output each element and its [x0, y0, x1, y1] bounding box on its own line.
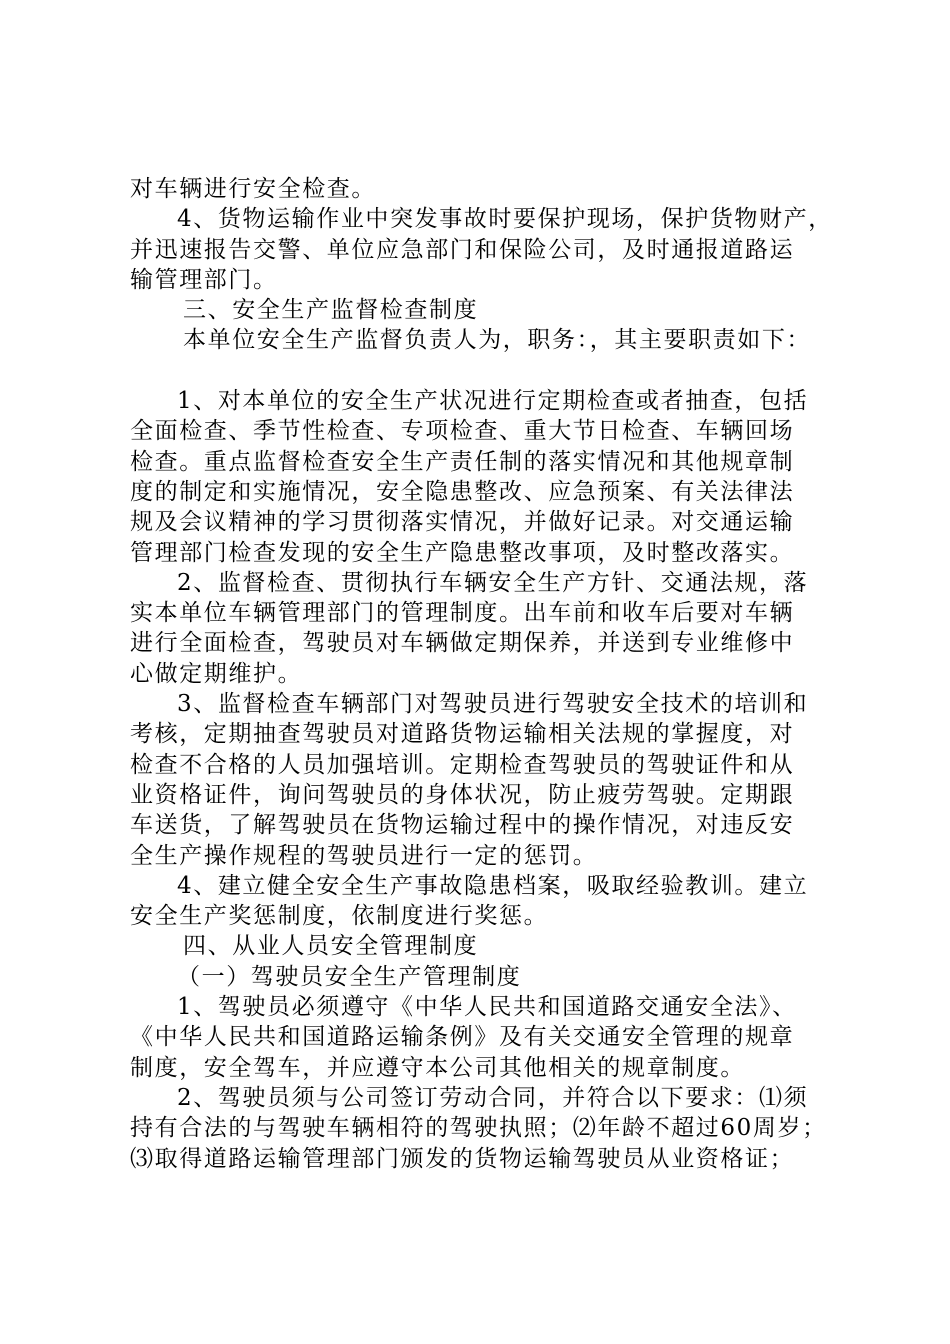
paragraph-line: 2、监督检查、贯彻执行车辆安全生产方针、交通法规，落: [177, 569, 809, 596]
paragraph-line: 业资格证件，询问驾驶员的身体状况，防止疲劳驾驶。定期跟: [130, 781, 795, 808]
paragraph-line: 持有合法的与驾驶车辆相符的驾驶执照；⑵年龄不超过60周岁；: [130, 1115, 827, 1142]
paragraph-line: （一）驾驶员安全生产管理制度: [177, 963, 522, 990]
paragraph-line: 考核，定期抽查驾驶员对道路货物运输相关法规的掌握度，对: [130, 721, 795, 748]
section-heading: 本单位安全生产监督负责人为，职务：，其主要职责如下：: [183, 327, 812, 354]
paragraph-line: 度的制定和实施情况，安全隐患整改、应急预案、有关法律法: [130, 478, 795, 505]
paragraph-line: 1、对本单位的安全生产状况进行定期检查或者抽查，包括: [177, 388, 809, 415]
paragraph-line: 2、驾驶员须与公司签订劳动合同，并符合以下要求：⑴须: [177, 1084, 809, 1111]
paragraph-line: 规及会议精神的学习贯彻落实情况，并做好记录。对交通运输: [130, 509, 795, 536]
document-body: [130, 174, 835, 1174]
paragraph-line: 制度，安全驾车，并应遵守本公司其他相关的规章制度。: [130, 1054, 745, 1081]
paragraph-line: 管理部门检查发现的安全生产隐患整改事项，及时整改落实。: [130, 539, 795, 566]
paragraph-line: 《中华人民共和国道路运输条例》及有关交通安全管理的规章: [130, 1024, 795, 1051]
paragraph-line: 全面检查、季节性检查、专项检查、重大节日检查、车辆回场: [130, 418, 795, 445]
paragraph-line: 1、驾驶员必须遵守《中华人民共和国道路交通安全法》、: [177, 994, 797, 1021]
paragraph-line: 输管理部门。: [130, 266, 278, 293]
paragraph-line: 4、货物运输作业中突发事故时要保护现场，保护货物财产，: [177, 206, 833, 233]
paragraph-line: 3、监督检查车辆部门对驾驶员进行驾驶安全技术的培训和: [177, 691, 809, 718]
section-heading: 四、从业人员安全管理制度: [183, 933, 479, 960]
paragraph-line: 全生产操作规程的驾驶员进行一定的惩罚。: [130, 842, 598, 869]
paragraph-line: 4、建立健全安全生产事故隐患档案，吸取经验教训。建立: [177, 872, 809, 899]
paragraph-line: 并迅速报告交警、单位应急部门和保险公司，及时通报道路运: [130, 236, 795, 263]
paragraph-line: [130, 356, 835, 386]
paragraph-line: 安全生产奖惩制度，依制度进行奖惩。: [130, 903, 549, 930]
paragraph-line: 心做定期维护。: [130, 660, 303, 687]
paragraph-line: 实本单位车辆管理部门的管理制度。出车前和收车后要对车辆: [130, 600, 795, 627]
paragraph-line: 进行全面检查，驾驶员对车辆做定期保养，并送到专业维修中: [130, 630, 795, 657]
section-heading: 三、安全生产监督检查制度: [183, 297, 479, 324]
paragraph-line: 车送货，了解驾驶员在货物运输过程中的操作情况，对违反安: [130, 812, 795, 839]
paragraph-line: 对车辆进行安全检查。: [130, 176, 376, 202]
paragraph-line: 检查不合格的人员加强培训。定期检查驾驶员的驾驶证件和从: [130, 751, 795, 778]
paragraph-line: 检查。重点监督检查安全生产责任制的落实情况和其他规章制: [130, 448, 795, 475]
paragraph-line: ⑶取得道路运输管理部门颁发的货物运输驾驶员从业资格证；: [130, 1145, 795, 1172]
